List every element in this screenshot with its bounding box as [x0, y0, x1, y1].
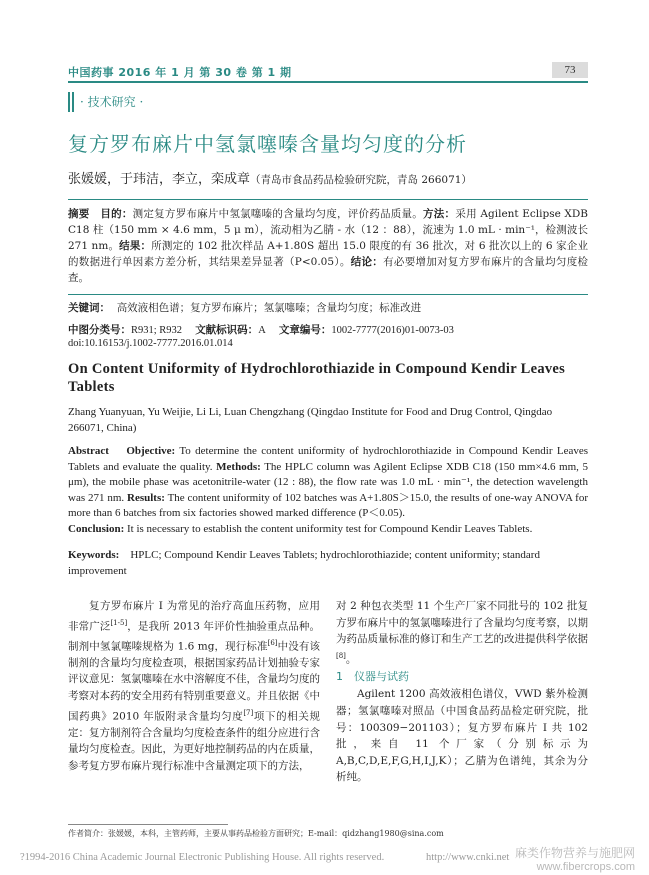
- en-authors: Zhang Yuanyuan, Yu Weijie, Li Li, Luan Chengzhang (Qingdao Institute for Food and Drug Control, Qingdao 266071, China): [68, 406, 553, 434]
- abstract-rule-top: [68, 199, 588, 200]
- body-text: ，是我所 2013 年评价性抽验重点品种。制剂中氢氯噻嗪规格为 1.6 mg，现行标准: [68, 620, 320, 653]
- article-label: 文章编号：: [278, 324, 332, 336]
- abstract-rule-bottom: [68, 294, 588, 295]
- cn-abstract: [68, 206, 588, 286]
- journal-header: 中国药事 2016 年 1 月 第 30 卷 第 1 期: [68, 66, 292, 79]
- cn-results-label: 结果：: [119, 240, 152, 252]
- body-left-column: [68, 598, 320, 774]
- copyright-notice: ?1994-2016 China Academic Journal Electronic Publishing House. All rights reserved.: [20, 852, 385, 863]
- section-label: · 技术研究 ·: [68, 92, 192, 112]
- body-text: 项下的相关规定：复方制剂符合含量均匀度检查条件的组分应进行含量均匀度检查。因此，为更好地控制药品的内在质量，参考复方罗布麻片现行标准中含量测定项下的方法，: [68, 710, 321, 772]
- en-title: On Content Uniformity of Hydrochlorothiazide in Compound Kendir Leaves Tablets: [68, 361, 566, 395]
- en-results: The content uniformity of 102 batches was A+1.80S＞15.0, the results of one-way ANOVA for more than 6 batches from six factories showed marked difference (P＜0.05).: [68, 491, 588, 519]
- cn-abstract-label: 摘要: [68, 208, 90, 220]
- body-text: 。: [345, 653, 357, 666]
- cn-results: 所测定的 102 批次样品 A+1.80S 超出 15.0 限度的有 36 批次，对 6 批次以上的 6 家企业的数据进行单因素方差分析，其结果差异显著（P<0.05）。: [68, 240, 588, 268]
- doc-label: 文献标识码：: [195, 324, 259, 336]
- doc-value: A: [258, 325, 266, 336]
- cn-conclusion: 有必要增加对复方罗布麻片的含量均匀度检查。: [68, 256, 589, 284]
- class-label: 中图分类号：: [68, 324, 131, 336]
- body-text: Agilent 1200 高效液相色谱仪，VWD 紫外检测器；氢氯噻嗪对照品（中国食品药品检定研究院，批号：100309−201103）；复方罗布麻片 I 共 102 批，来自 11 个厂家（分别标示为 A,B,C,D,E,F,G,H,I,J,K）；乙腈为色谱纯，其余为分析纯。: [336, 688, 588, 784]
- doi: doi:10.16153/j.1002-7777.2016.01.014: [68, 338, 233, 349]
- en-keywords: [68, 548, 588, 579]
- cn-keywords-label: 关键词：: [68, 302, 110, 314]
- article-value: 1002-7777(2016)01-0073-03: [331, 325, 454, 336]
- ref-citation: [6]: [267, 638, 278, 647]
- body-text: 复方罗布麻片 I 为常见的治疗高血压药物，应用非常广泛: [68, 600, 320, 633]
- body-text: 中没有该制剂的含量均匀度检查项，根据国家药品计划抽验专家评议意见：氢氯噻嗪在水中溶解度不佳，含量均匀度的考察对本药的安全用药有特别重要意义。并且依据《中国药典》2010 年版附录含量均匀度: [68, 640, 320, 723]
- header-rule: [68, 81, 588, 83]
- en-methods: The HPLC column was Agilent Eclipse XDB C18 (150 mm×4.6 mm, 5 μm), the mobile phase was acetonitrile-water (12 : 88), the flow rate was 1.0 mL · min⁻¹, the detection wavelength was 271 nm.: [68, 460, 588, 504]
- cn-conclusion-label: 结论：: [350, 256, 384, 268]
- cn-objective-label: 目的：: [100, 208, 133, 220]
- body-text: 对 2 种包衣类型 11 个生产厂家不同批号的 102 批复方罗布麻片中的氢氯噻嗪进行了含量均匀度考察，以期为药品质量标准的修订和生产工艺的改进提供科学依据: [336, 600, 588, 646]
- cn-affiliation: （青岛市食品药品检验研究院，青岛 266071）: [250, 174, 472, 186]
- cn-authors: [68, 168, 472, 187]
- en-conclusion: It is necessary to establish the content uniformity test for Compound Kendir Leaves Tablets.: [127, 522, 533, 535]
- watermark-url: www.fibercrops.com: [536, 861, 636, 873]
- ref-citation: [8]: [336, 651, 346, 660]
- cn-objective: 测定复方罗布麻片中氢氯噻嗪的含量均匀度，评价药品质量。: [132, 208, 424, 220]
- footnote-rule: [68, 824, 228, 825]
- cn-methods: 采用 Agilent Eclipse XDB C18 柱（150 mm × 4.6 mm，5 μ m），流动相为乙腈 - 水（12 ：88），流速为 1.0 mL · min⁻¹，检测波长 271 nm。: [68, 208, 589, 252]
- section-heading: 1 仪器与试药: [336, 669, 409, 683]
- en-keywords-text: HPLC; Compound Kendir Leaves Tablets; hydrochlorothiazide; content uniformity; standard improvement: [68, 549, 540, 577]
- en-objective-label: Objective:: [126, 445, 176, 457]
- en-results-label: Results:: [127, 491, 165, 504]
- en-methods-label: Methods:: [216, 460, 261, 473]
- cn-title: 复方罗布麻片中氢氯噻嗪含量均匀度的分析: [68, 132, 467, 156]
- en-objective: To determine the content uniformity of hydrochlorothiazide in Compound Kendir Leaves Tablets and evaluate the quality.: [68, 445, 588, 473]
- en-conclusion-label: Conclusion:: [68, 522, 125, 535]
- author-footnote: 作者简介：张媛媛，本科，主管药师，主要从事药品检验方面研究；E-mail：qidzhang1980@sina.com: [68, 829, 444, 838]
- cn-author-names: 张媛媛，于玮洁，李立，栾成章: [68, 172, 251, 187]
- cn-methods-label: 方法：: [423, 208, 456, 220]
- cn-keywords-text: 高效液相色谱；复方罗布麻片；氢氯噻嗪；含量均匀度；标准改进: [116, 302, 422, 314]
- cnki-url[interactable]: http://www.cnki.net: [426, 852, 510, 863]
- en-abstract-label: Abstract: [68, 445, 109, 457]
- cn-keywords: [68, 300, 588, 315]
- en-keywords-label: Keywords:: [68, 549, 120, 561]
- page-number: 73: [552, 62, 588, 78]
- ref-citation: [1-5]: [110, 618, 128, 627]
- watermark: [515, 846, 635, 874]
- ref-citation: [7]: [243, 708, 254, 717]
- watermark-cn: 麻类作物营养与施肥网: [515, 846, 636, 860]
- en-abstract: [68, 444, 588, 537]
- classification-line: [68, 322, 454, 337]
- class-value: R931; R932: [131, 325, 183, 336]
- body-right-column: [336, 598, 588, 786]
